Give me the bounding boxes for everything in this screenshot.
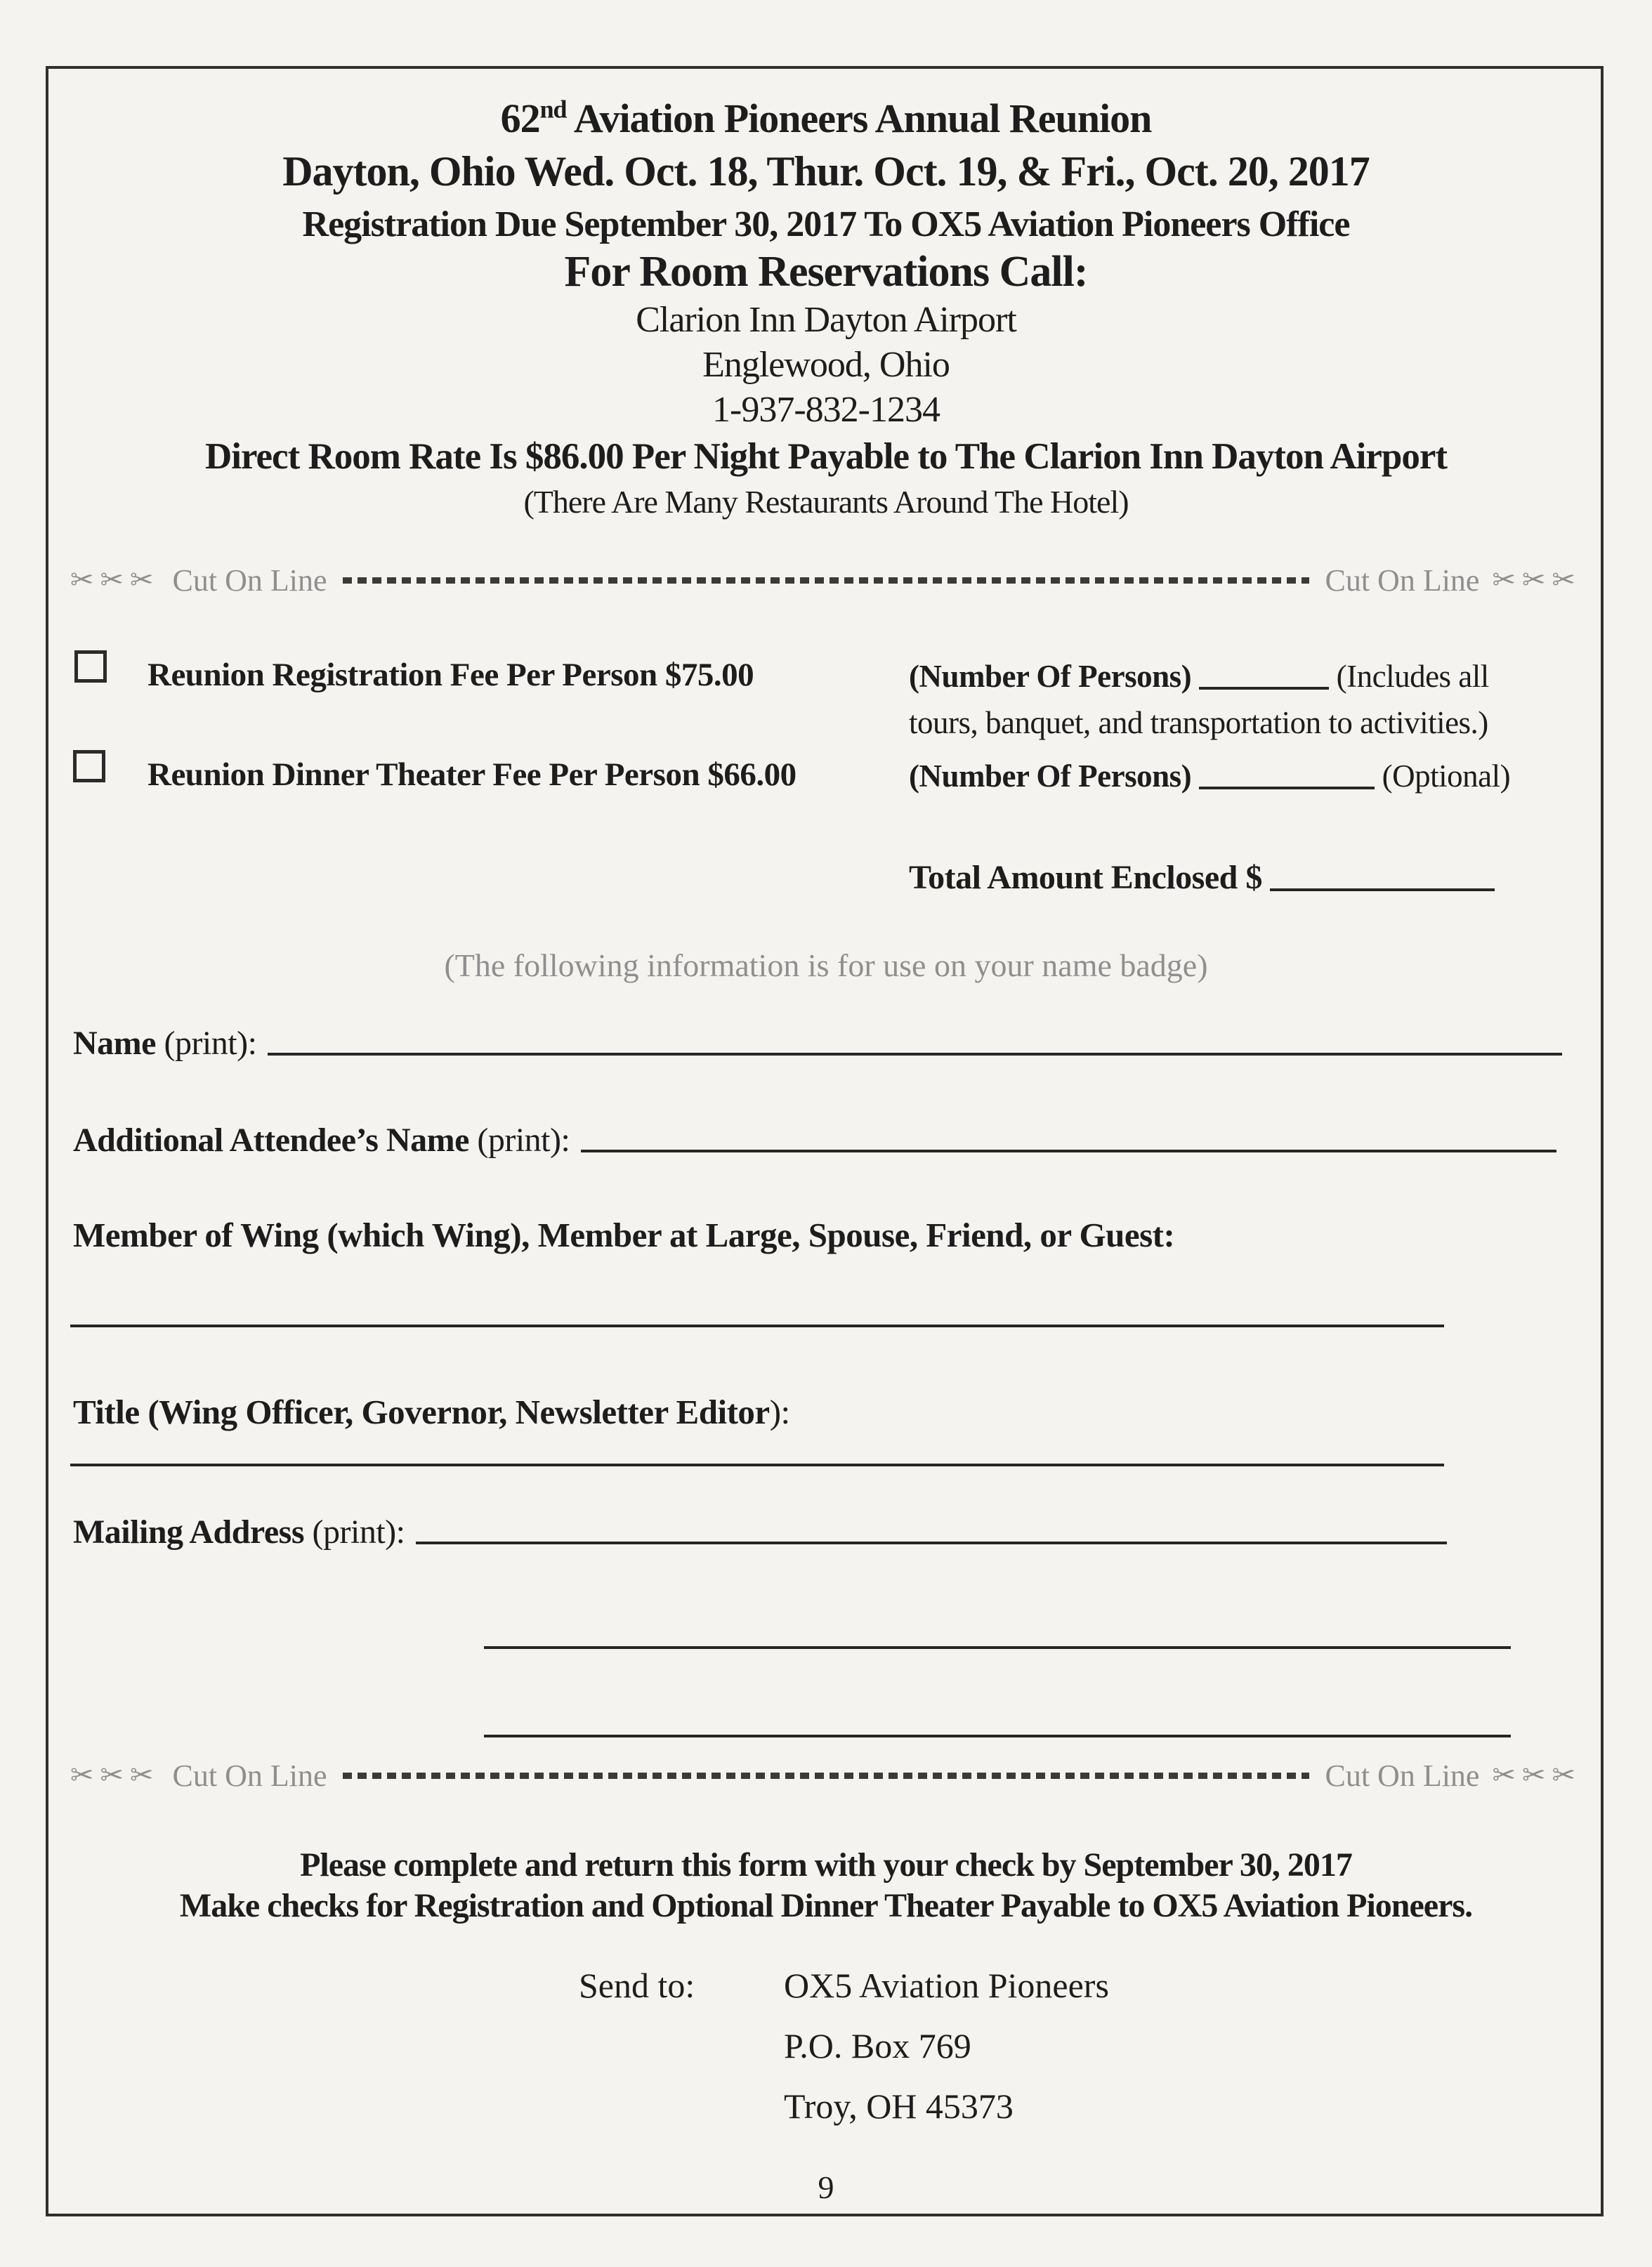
- registration-note-line2: tours, banquet, and transportation to activities.): [909, 705, 1488, 740]
- form-title-number: 62: [500, 96, 540, 141]
- additional-name-qualifier: (print):: [468, 1122, 570, 1159]
- mailing-address-label: Mailing Address: [73, 1513, 305, 1551]
- page-number: 9: [818, 2169, 834, 2205]
- form-title-ordinal: nd: [539, 95, 567, 124]
- name-label: Name: [73, 1025, 156, 1062]
- registration-persons-note: [909, 653, 1611, 746]
- dinner-optional-note: (Optional): [1382, 758, 1511, 794]
- cut-on-line-label-right: Cut On Line: [1325, 563, 1480, 598]
- recipient-address-block: [784, 1966, 1109, 2148]
- scissors-icon: ✂✂✂: [1492, 1759, 1582, 1792]
- name-blank[interactable]: [268, 1053, 1562, 1056]
- mailing-address-blank-2[interactable]: [484, 1646, 1511, 1649]
- recipient-po-box: P.O. Box 769: [784, 2026, 971, 2065]
- member-blank-line[interactable]: [70, 1325, 1444, 1327]
- event-date-line: Dayton, Ohio Wed. Oct. 18, Thur. Oct. 19, & Fri., Oct. 20, 2017: [282, 148, 1370, 195]
- total-amount-label: Total Amount Enclosed $: [909, 859, 1262, 896]
- form-title: [48, 97, 1604, 141]
- dinner-theater-fee-checkbox[interactable]: [73, 750, 105, 782]
- total-amount-blank[interactable]: [1270, 888, 1495, 891]
- scissors-icon: ✂✂✂: [70, 1759, 160, 1792]
- send-to-label: Send to:: [579, 1966, 695, 2005]
- return-instruction-line-2: Make checks for Registration and Optional Dinner Theater Payable to OX5 Aviation Pioneers.: [179, 1887, 1473, 1924]
- cut-on-line-label-right: Cut On Line: [1325, 1758, 1480, 1793]
- recipient-name: OX5 Aviation Pioneers: [784, 1966, 1109, 2005]
- additional-name-label: Additional Attendee’s Name: [73, 1122, 469, 1159]
- recipient-city: Troy, OH 45373: [784, 2087, 1014, 2126]
- total-amount-row: [909, 858, 1495, 897]
- mailing-address-blank-3[interactable]: [484, 1735, 1511, 1737]
- dinner-persons-label: (Number Of Persons): [909, 758, 1192, 794]
- reservations-heading: For Room Reservations Call:: [564, 248, 1088, 296]
- restaurants-note: (There Are Many Restaurants Around The Hotel): [523, 484, 1129, 520]
- name-qualifier: (print):: [155, 1025, 257, 1062]
- scissors-icon: ✂✂✂: [1492, 564, 1582, 596]
- hotel-phone: 1-937-832-1234: [712, 390, 940, 430]
- registration-persons-blank[interactable]: [1199, 687, 1329, 690]
- title-label-bold: Title (Wing Officer, Governor, Newsletter Editor: [73, 1393, 770, 1431]
- perforation-dashes: [343, 1773, 1310, 1779]
- member-of-wing-label: Member of Wing (which Wing), Member at Large, Spouse, Friend, or Guest:: [73, 1216, 1175, 1254]
- dinner-theater-fee-label: Reunion Dinner Theater Fee Per Person $66.00: [148, 756, 796, 793]
- dinner-theater-persons-note: [909, 753, 1611, 799]
- additional-name-field-row: [73, 1122, 1556, 1159]
- title-blank-line[interactable]: [70, 1464, 1444, 1466]
- registration-fee-label: Reunion Registration Fee Per Person $75.00: [148, 657, 754, 693]
- mailing-address-field-row: [73, 1514, 1447, 1551]
- name-badge-note: (The following information is for use on your name badge): [444, 947, 1208, 983]
- mailing-address-blank[interactable]: [416, 1542, 1447, 1544]
- title-field-label: [73, 1393, 790, 1431]
- title-label-qualifier: ):: [769, 1393, 790, 1431]
- mailing-address-qualifier: (print):: [304, 1513, 405, 1551]
- name-field-row: [73, 1025, 1562, 1063]
- room-rate-line: Direct Room Rate Is $86.00 Per Night Payable to The Clarion Inn Dayton Airport: [204, 436, 1448, 477]
- cut-on-line-label-left: Cut On Line: [172, 563, 327, 598]
- registration-fee-checkbox[interactable]: [74, 650, 107, 683]
- cut-line-bottom: [70, 1754, 1582, 1796]
- form-title-text: Aviation Pioneers Annual Reunion: [566, 96, 1152, 141]
- registration-due-line: Registration Due September 30, 2017 To OX5 Aviation Pioneers Office: [302, 204, 1350, 244]
- hotel-name: Clarion Inn Dayton Airport: [636, 300, 1016, 340]
- registration-note-line1: (Includes all: [1336, 659, 1489, 694]
- hotel-city: Englewood, Ohio: [702, 345, 950, 385]
- registration-persons-label: (Number Of Persons): [909, 659, 1192, 694]
- additional-name-blank[interactable]: [581, 1150, 1556, 1152]
- dinner-persons-blank[interactable]: [1199, 787, 1375, 789]
- perforation-dashes: [343, 577, 1310, 584]
- cut-line-top: [70, 559, 1582, 601]
- scissors-icon: ✂✂✂: [70, 564, 160, 596]
- return-instruction-line-1: Please complete and return this form with your check by September 30, 2017: [300, 1846, 1352, 1884]
- cut-on-line-label-left: Cut On Line: [172, 1758, 327, 1793]
